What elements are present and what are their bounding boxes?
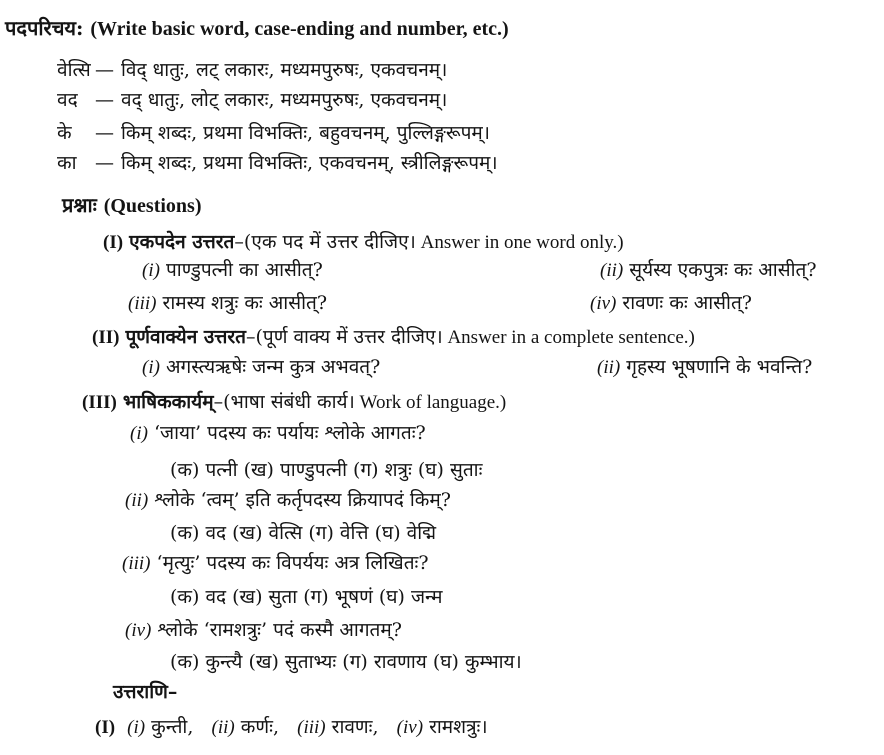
question-item [130, 420, 426, 446]
answers-heading: उत्तराणि– [113, 681, 178, 703]
question-number: (iii) [128, 293, 157, 314]
entry-word: का [57, 152, 77, 174]
question-number: (i) [130, 423, 148, 444]
question-number: (ii) [597, 357, 621, 378]
question-options: (क) वद (ख) वेत्सि (ग) वेत्ति (घ) वेद्मि [170, 522, 437, 544]
section-number: (I) [103, 232, 124, 253]
questions-heading-english: (Questions) [103, 195, 202, 217]
question-item [142, 257, 323, 283]
answer-number: (iv) [396, 717, 424, 738]
entry-row [57, 150, 498, 176]
question-text: रावणः कः आसीत्? [622, 292, 752, 314]
entry-desc: वद् धातुः, लोट् लकारः, मध्यमपुरुषः, एकवचनम्। [121, 89, 448, 111]
section-number: (III) [82, 392, 117, 413]
entry-dash: — [95, 89, 114, 111]
question-number: (i) [142, 260, 160, 281]
entry-row [57, 120, 490, 146]
section-note-english: Answer in one word only.) [415, 232, 624, 253]
entry-dash: — [95, 152, 114, 174]
section-1-heading [103, 229, 624, 255]
entry-word: वद [57, 89, 78, 111]
question-item [122, 550, 429, 576]
question-text: श्लोके ‘रामशत्रुः’ पदं कस्मै आगतम्? [157, 619, 402, 641]
section-2-heading [92, 324, 695, 350]
question-item [600, 257, 817, 283]
question-text: पाण्डुपत्नी का आसीत्? [165, 259, 323, 281]
section-title: एकपदेन उत्तरत [129, 231, 235, 253]
question-item [128, 290, 327, 316]
title-english: (Write basic word, case-ending and number, etc.) [90, 18, 509, 40]
question-number: (iv) [125, 620, 152, 641]
section-3-heading [82, 389, 506, 415]
question-number: (iv) [590, 293, 617, 314]
entry-row [57, 87, 447, 113]
section-number: (II) [92, 327, 120, 348]
answers-row [95, 714, 488, 740]
section-note-english: Answer in a complete sentence.) [442, 327, 695, 348]
question-number: (ii) [600, 260, 624, 281]
question-text: ‘जाया’ पदस्य कः पर्यायः श्लोके आगतः? [153, 422, 426, 444]
section-note-hindi: –(पूर्ण वाक्य में उत्तर दीजिए। [246, 326, 443, 348]
questions-heading [62, 192, 202, 218]
question-number: (ii) [125, 490, 149, 511]
question-text: अगस्त्यऋषेः जन्म कुत्र अभवत्? [165, 356, 381, 378]
question-text: रामस्य शत्रुः कः आसीत्? [162, 292, 328, 314]
question-item [125, 617, 402, 643]
answer-text: कुन्ती, [151, 716, 194, 738]
questions-heading-hindi: प्रश्नाः [62, 193, 97, 217]
title-hindi: पदपरिचय: [5, 16, 84, 40]
entry-desc: किम् शब्दः, प्रथमा विभक्तिः, बहुवचनम्, पुल्लिङ्गरूपम्। [121, 122, 490, 144]
question-item [125, 487, 451, 513]
page-title [5, 15, 509, 41]
entry-dash: — [95, 122, 114, 144]
answer-text: रावणः, [331, 716, 379, 738]
question-text: सूर्यस्य एकपुत्रः कः आसीत्? [629, 259, 817, 281]
entry-word: के [57, 122, 72, 144]
question-options: (क) कुन्त्यै (ख) सुताभ्यः (ग) रावणाय (घ) कुम्भाय। [170, 651, 522, 673]
section-note-hindi: –(एक पद में उत्तर दीजिए। [234, 231, 416, 253]
question-options: (क) वद (ख) सुता (ग) भूषणं (घ) जन्म [170, 586, 443, 608]
question-text: ‘मृत्युः’ पदस्य कः विपर्ययः अत्र लिखितः? [156, 552, 429, 574]
section-note-hindi: –(भाषा संबंधी कार्य। [213, 391, 355, 413]
section-title: भाषिककार्यम् [122, 391, 214, 413]
question-text: गृहस्य भूषणानि के भवन्ति? [626, 356, 813, 378]
entry-desc: किम् शब्दः, प्रथमा विभक्तिः, एकवचनम्, स्त्रीलिङ्गरूपम्। [121, 152, 498, 174]
answer-text: कर्णः, [240, 716, 279, 738]
question-item [142, 354, 380, 380]
entry-dash: — [95, 59, 114, 81]
entry-row [57, 57, 447, 83]
question-item [590, 290, 752, 316]
question-text: श्लोके ‘त्वम्’ इति कर्तृपदस्य क्रियापदं किम्? [154, 489, 451, 511]
answer-text: रामशत्रुः। [429, 716, 488, 738]
section-note-english: Work of language.) [354, 392, 507, 413]
entry-word: वेत्सि [57, 59, 91, 81]
answer-number: (i) [127, 717, 146, 738]
question-options: (क) पत्नी (ख) पाण्डुपत्नी (ग) शत्रुः (घ) सुताः [170, 459, 483, 481]
entry-desc: विद् धातुः, लट् लकारः, मध्यमपुरुषः, एकवचनम्। [121, 59, 448, 81]
answer-number: (ii) [211, 717, 235, 738]
section-title: पूर्णवाक्येन उत्तरत [125, 326, 247, 348]
question-number: (i) [142, 357, 160, 378]
question-item [597, 354, 812, 380]
question-number: (iii) [122, 553, 151, 574]
answer-section-number: (I) [95, 717, 116, 738]
answer-number: (iii) [297, 717, 326, 738]
